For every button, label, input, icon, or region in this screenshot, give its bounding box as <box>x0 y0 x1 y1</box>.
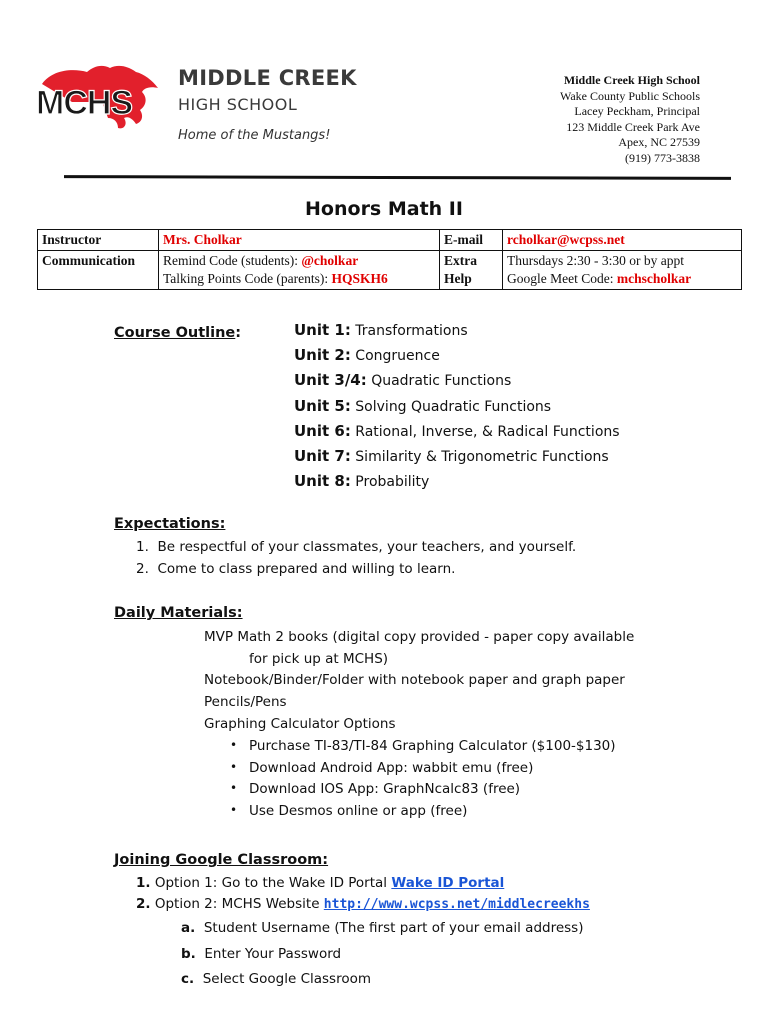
unit-topic: Rational, Inverse, & Radical Functions <box>355 424 620 440</box>
step-letter: a. <box>181 920 196 936</box>
option-number: 1. <box>136 875 151 891</box>
communication-codes <box>159 251 440 290</box>
unit-label: Unit 5: <box>294 397 351 415</box>
address-district: Wake County Public Schools <box>559 88 700 103</box>
bullet-icon: • <box>230 781 238 795</box>
remind-label: Remind Code (students): <box>163 253 302 268</box>
mchs-logo <box>32 62 167 132</box>
school-subtitle: HIGH SCHOOL <box>178 95 298 114</box>
option-text: Option 2: MCHS Website <box>154 896 324 912</box>
bullet-icon: • <box>230 738 238 752</box>
email-label: E-mail <box>440 230 503 251</box>
table-row <box>38 230 742 251</box>
unit-topic: Solving Quadratic Functions <box>355 399 552 415</box>
wake-id-portal-link[interactable]: Wake ID Portal <box>391 875 505 891</box>
list-item <box>294 422 620 440</box>
header-divider <box>64 175 731 180</box>
materials-line: Notebook/Binder/Folder with notebook paper and graph paper <box>204 672 625 688</box>
list-item <box>294 397 551 415</box>
address-street: 123 Middle Creek Park Ave <box>566 119 700 134</box>
address-principal: Lacey Peckham, Principal <box>574 104 700 118</box>
list-item <box>230 781 521 797</box>
course-outline-colon: : <box>235 325 242 341</box>
email-value: rcholkar@wcpss.net <box>503 230 742 251</box>
address-phone: (919) 773-3838 <box>625 150 700 165</box>
bullet-icon: • <box>230 803 238 817</box>
info-table <box>37 229 742 290</box>
list-item <box>294 371 511 389</box>
list-item <box>181 920 583 936</box>
option-text: Option 1: Go to the Wake ID Portal <box>154 875 392 891</box>
step-text: Select Google Classroom <box>202 971 372 987</box>
page-title: Honors Math II <box>305 198 463 220</box>
bullet-text: Download Android App: wabbit emu (free) <box>249 760 534 776</box>
unit-label: Unit 3/4: <box>294 371 367 389</box>
bullet-text: Use Desmos online or app (free) <box>249 803 468 819</box>
unit-label: Unit 8: <box>294 472 351 490</box>
unit-topic: Transformations <box>355 323 468 339</box>
extra-help-hours: Thursdays 2:30 - 3:30 or by appt <box>507 253 684 268</box>
list-item <box>294 447 609 465</box>
school-address <box>560 73 700 166</box>
bullet-text: Download IOS App: GraphNcalc83 (free) <box>249 781 521 797</box>
list-item <box>230 760 534 776</box>
school-name: MIDDLE CREEK <box>178 66 357 90</box>
unit-topic: Similarity & Trigonometric Functions <box>355 449 609 465</box>
expectation-text: Come to class prepared and willing to learn. <box>157 561 456 577</box>
address-school-name: Middle Creek High School <box>563 73 700 87</box>
unit-label: Unit 6: <box>294 422 351 440</box>
list-item <box>294 346 440 364</box>
unit-topic: Probability <box>355 474 430 490</box>
talking-points-label: Talking Points Code (parents): <box>163 271 332 286</box>
step-letter: b. <box>181 946 196 962</box>
mchs-website-link[interactable]: http://www.wcpss.net/middlecreekhs <box>323 897 590 912</box>
step-text: Student Username (The first part of your email address) <box>203 920 584 936</box>
unit-label: Unit 2: <box>294 346 351 364</box>
list-item <box>136 896 590 912</box>
logo-text: MCHS <box>36 84 133 122</box>
extra-label: Extra <box>444 253 477 268</box>
daily-materials-heading: Daily Materials: <box>114 605 243 621</box>
course-outline-title: Course Outline <box>114 325 236 341</box>
step-text: Enter Your Password <box>204 946 342 962</box>
expectation-text: Be respectful of your classmates, your teachers, and yourself. <box>157 539 577 555</box>
meet-code: mchscholkar <box>616 271 692 286</box>
materials-line: MVP Math 2 books (digital copy provided - paper copy available <box>204 629 635 645</box>
step-letter: c. <box>181 971 195 987</box>
meet-label: Google Meet Code: <box>507 271 617 286</box>
unit-label: Unit 7: <box>294 447 351 465</box>
address-city: Apex, NC 27539 <box>618 135 700 149</box>
extra-help-label <box>440 251 503 290</box>
list-item <box>136 875 504 891</box>
list-item <box>294 321 468 339</box>
unit-label: Unit 1: <box>294 321 351 339</box>
extra-help-value <box>503 251 742 290</box>
materials-line: Pencils/Pens <box>204 694 287 710</box>
list-item <box>230 738 616 754</box>
list-item <box>230 803 468 819</box>
instructor-label: Instructor <box>38 230 159 251</box>
list-item: 1. Be respectful of your classmates, your teachers, and yourself. <box>136 539 577 555</box>
expectations-heading: Expectations: <box>114 516 226 532</box>
course-outline-heading <box>114 322 241 341</box>
help-label: Help <box>444 271 472 286</box>
list-item <box>181 946 341 962</box>
option-number: 2. <box>136 896 151 912</box>
list-item <box>181 971 371 987</box>
materials-line: for pick up at MCHS) <box>249 651 389 667</box>
materials-line: Graphing Calculator Options <box>204 716 396 732</box>
instructor-name: Mrs. Cholkar <box>159 230 440 251</box>
talking-points-code: HQSKH6 <box>331 271 388 286</box>
list-item: 2. Come to class prepared and willing to learn. <box>136 561 456 577</box>
list-item <box>294 472 429 490</box>
table-row <box>38 251 742 290</box>
google-classroom-heading: Joining Google Classroom: <box>114 852 329 868</box>
communication-label: Communication <box>38 251 159 290</box>
school-motto: Home of the Mustangs! <box>178 128 331 143</box>
bullet-text: Purchase TI-83/TI-84 Graphing Calculator ($100-$130) <box>249 738 616 754</box>
remind-code: @cholkar <box>301 253 359 268</box>
bullet-icon: • <box>230 760 238 774</box>
unit-topic: Congruence <box>355 348 440 364</box>
unit-topic: Quadratic Functions <box>371 373 512 389</box>
